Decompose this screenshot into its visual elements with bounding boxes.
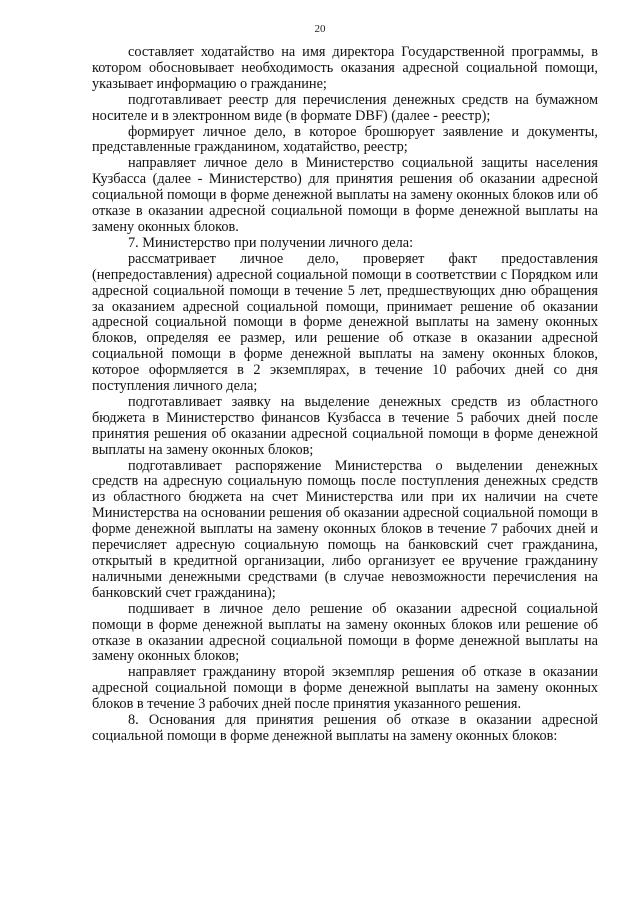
section-heading-paragraph: 8. Основания для принятия решения об отказе в оказании адресной социальной помощи в форме денежной выплаты на замену оконных блоков:	[92, 712, 598, 744]
page-number: 20	[314, 23, 326, 35]
paragraph: направляет личное дело в Министерство социальной защиты населения Кузбасса (далее - Министерство) для принятия решения об оказании адресной социальной помощи в форме денежной выплаты на замену оконных блоков или об отказе в оказании адресной социальной помощи в форме денежной выплаты на замену оконных блоков.	[92, 155, 598, 235]
paragraph: формирует личное дело, в которое брошюрует заявление и документы, представленные гражданином, ходатайство, реестр;	[92, 123, 598, 156]
paragraph: составляет ходатайство на имя директора Государственной программы, в котором обосновывает необходимость оказания адресной социальной помощи, указывает информацию о гражданине;	[92, 44, 598, 92]
paragraph: подготавливает распоряжение Министерства о выделении денежных средств на адресную социальную помощь после поступления денежных средств из областного бюджета на счет Министерства или при их наличии на счете Министерства на основании решения об оказании адресной социальной помощи в форме денежной выплаты на замену оконных блоков в течение 7 рабочих дней и перечисляет адресную социальную помощь на банковский счет гражданина, открытый в кредитной организации, либо организует ее вручение гражданину наличными денежными средствами (в случае невозможности перечисления на банковский счет гражданина);	[92, 457, 598, 601]
paragraph: рассматривает личное дело, проверяет факт предоставления (непредоставления) адресной социальной помощи в соответствии с Порядком или адресной социальной помощи в течение 5 лет, предшествующих дню обращения за оказанием адресной социальной помощи, принимает решение об оказании адресной социальной помощи в форме денежной выплаты на замену оконных блоков, определяя ее размер, или решение об отказе в оказании адресной социальной помощи в форме денежной выплаты на замену оконных блоков, которое оформляется в 2 экземплярах, в течение 10 рабочих дней со дня поступления личного дела;	[92, 250, 598, 395]
paragraph: направляет гражданину второй экземпляр решения об отказе в оказании адресной социальной помощи в форме денежной выплаты на замену оконных блоков в течение 3 рабочих дней после принятия указанного решения.	[92, 664, 598, 713]
section-heading-paragraph: 7. Министерство при получении личного дела:	[128, 234, 414, 251]
document-body	[92, 45, 598, 745]
paragraph: подготавливает реестр для перечисления денежных средств на бумажном носителе и в электронном виде (в формате DBF) (далее - реестр);	[92, 91, 598, 124]
paragraph: подшивает в личное дело решение об оказании адресной социальной помощи в форме денежной выплаты на замену оконных блоков или решение об отказе в оказании адресной социальной помощи в форме денежной выплаты на замену оконных блоков;	[92, 600, 598, 665]
paragraph: подготавливает заявку на выделение денежных средств из областного бюджета в Министерство финансов Кузбасса в течение 5 рабочих дней после принятия решения об оказании адресной социальной помощи в форме денежной выплаты на замену оконных блоков;	[92, 393, 598, 458]
